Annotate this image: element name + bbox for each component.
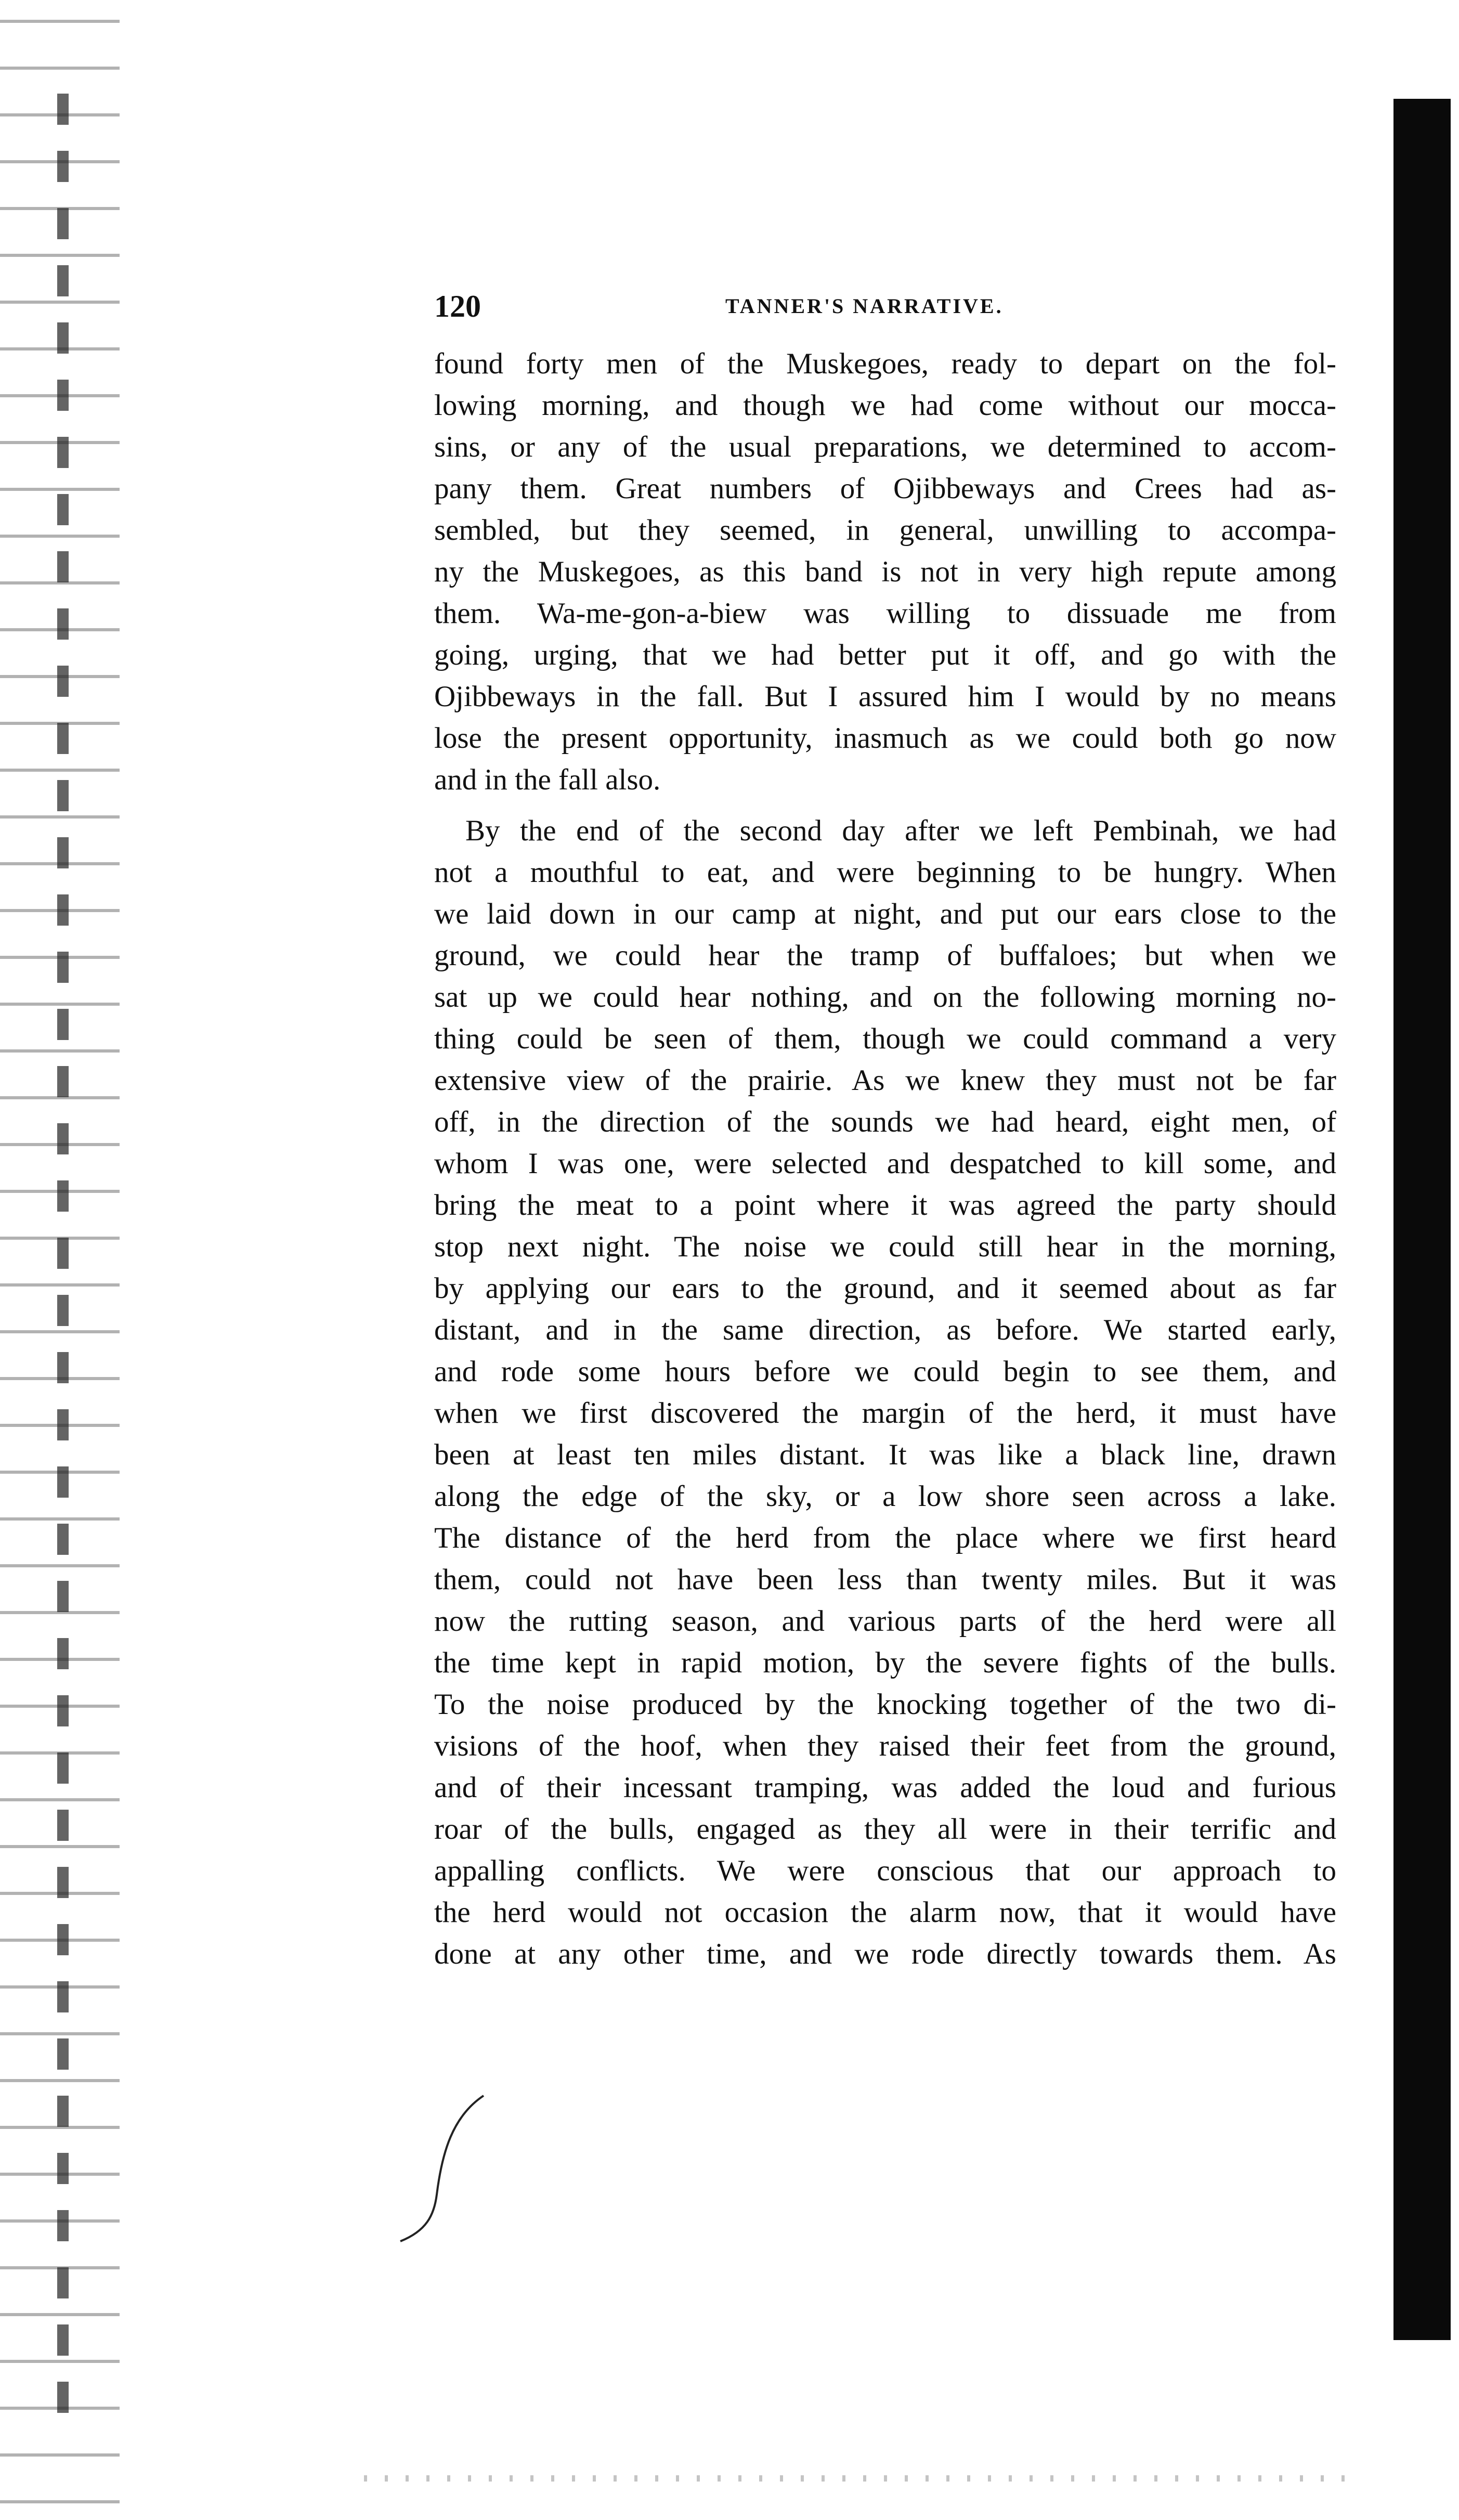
text-line: To the noise produced by the knocking together of the two di- — [434, 1688, 1336, 1721]
text-line: them, could not have been less than twenty miles. But it was — [434, 1563, 1336, 1596]
text-line: we laid down in our camp at night, and put our ears close to the — [434, 898, 1336, 930]
pen-stroke-mark — [395, 2090, 499, 2246]
text-line: bring the meat to a point where it was agreed the party should — [434, 1189, 1336, 1222]
right-edge-shadow — [1393, 99, 1451, 2340]
text-line: now the rutting season, and various parts of the herd were all — [434, 1605, 1336, 1638]
page-number: 120 — [434, 289, 481, 323]
text-line: off, in the direction of the sounds we had heard, eight men, of — [434, 1106, 1336, 1138]
text-line: been at least ten miles distant. It was like a black line, drawn — [434, 1438, 1336, 1471]
text-line: them. Wa-me-gon-a-biew was willing to dissuade me from — [434, 597, 1336, 630]
text-line: found forty men of the Muskegoes, ready to depart on the fol- — [434, 347, 1336, 380]
text-line: Ojibbeways in the fall. But I assured him I would by no means — [434, 680, 1336, 713]
text-line: by applying our ears to the ground, and it seemed about as far — [434, 1272, 1336, 1305]
paragraph-gap — [434, 801, 1336, 810]
text-line: distant, and in the same direction, as before. We started early, — [434, 1314, 1336, 1346]
text-line: ground, we could hear the tramp of buffaloes; but when we — [434, 939, 1336, 972]
text-line: extensive view of the prairie. As we knew they must not be far — [434, 1064, 1336, 1097]
text-line: visions of the hoof, when they raised their feet from the ground, — [434, 1730, 1336, 1762]
paragraph — [434, 343, 1336, 801]
text-line: appalling conflicts. We were conscious that our approach to — [434, 1854, 1336, 1887]
binding-edge-marks — [57, 94, 69, 2434]
text-line: when we first discovered the margin of the herd, it must have — [434, 1397, 1336, 1430]
scan-noise — [364, 2475, 1352, 2482]
text-line: and rode some hours before we could begin to see them, and — [434, 1355, 1336, 1388]
text-line: whom I was one, were selected and despatched to kill some, and — [434, 1147, 1336, 1180]
running-head: TANNER'S NARRATIVE. — [725, 294, 1004, 318]
page-header — [434, 289, 1339, 330]
text-line: ny the Muskegoes, as this band is not in very high repute among — [434, 555, 1336, 588]
text-line: done at any other time, and we rode directly towards them. As — [434, 1938, 1336, 1970]
text-line: The distance of the herd from the place where we first heard — [434, 1522, 1336, 1554]
text-line: the herd would not occasion the alarm now, that it would have — [434, 1896, 1336, 1929]
text-line: sat up we could hear nothing, and on the following morning no- — [434, 981, 1336, 1014]
text-line: pany them. Great numbers of Ojibbeways and Crees had as- — [434, 472, 1336, 505]
text-line: By the end of the second day after we left Pembinah, we had — [465, 814, 1336, 847]
text-line: roar of the bulls, engaged as they all were in their terrific and — [434, 1813, 1336, 1846]
text-line: and in the fall also. — [434, 763, 661, 796]
text-line: stop next night. The noise we could still hear in the morning, — [434, 1230, 1336, 1263]
text-line: not a mouthful to eat, and were beginning to be hungry. When — [434, 856, 1336, 889]
text-line: lowing morning, and though we had come without our mocca- — [434, 389, 1336, 422]
paragraph — [434, 810, 1336, 1975]
text-line: thing could be seen of them, though we could command a very — [434, 1022, 1336, 1055]
text-line: sembled, but they seemed, in general, unwilling to accompa- — [434, 514, 1336, 547]
text-line: and of their incessant tramping, was added the loud and furious — [434, 1771, 1336, 1804]
body-text — [434, 343, 1336, 1975]
text-line: going, urging, that we had better put it off, and go with the — [434, 639, 1336, 671]
text-line: lose the present opportunity, inasmuch as we could both go now — [434, 722, 1336, 755]
text-line: sins, or any of the usual preparations, we determined to accom- — [434, 431, 1336, 463]
text-line: along the edge of the sky, or a low shore seen across a lake. — [434, 1480, 1336, 1513]
text-line: the time kept in rapid motion, by the severe fights of the bulls. — [434, 1646, 1336, 1679]
